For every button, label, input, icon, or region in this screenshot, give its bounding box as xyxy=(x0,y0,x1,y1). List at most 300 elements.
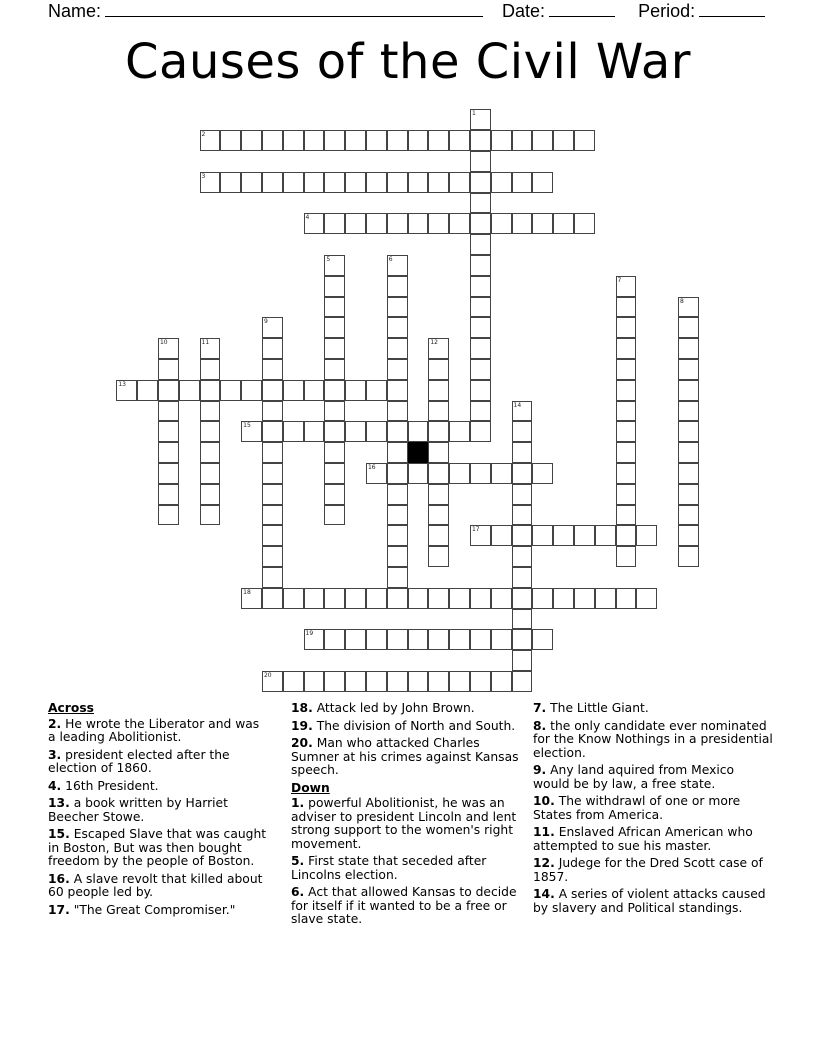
grid-cell[interactable] xyxy=(678,484,699,505)
clue-across xyxy=(48,718,270,745)
grid-cell[interactable] xyxy=(532,525,553,546)
grid-cell[interactable] xyxy=(470,130,491,151)
grid-cell[interactable] xyxy=(262,505,283,526)
grid-cell[interactable] xyxy=(678,380,699,401)
clue-text: Attack led by John Brown. xyxy=(312,701,475,715)
grid-cell[interactable] xyxy=(636,588,657,609)
grid-cell[interactable] xyxy=(304,588,325,609)
clue-down xyxy=(533,857,773,884)
grid-cell[interactable] xyxy=(470,317,491,338)
clue-text: a book written by Harriet Beecher Stowe. xyxy=(48,796,228,824)
grid-cell[interactable] xyxy=(512,442,533,463)
grid-cell[interactable] xyxy=(324,380,345,401)
grid-cell[interactable] xyxy=(512,484,533,505)
grid-cell[interactable] xyxy=(158,401,179,422)
clue-number: 9. xyxy=(533,763,547,777)
clue-number: 4 xyxy=(305,214,310,222)
grid-cell[interactable] xyxy=(158,421,179,442)
clue-number: 1. xyxy=(291,796,305,810)
grid-cell[interactable] xyxy=(262,463,283,484)
grid-cell[interactable] xyxy=(616,505,637,526)
grid-cell[interactable] xyxy=(408,130,429,151)
grid-cell[interactable] xyxy=(470,421,491,442)
clue-text: He wrote the Liberator and was a leading Abolitionist. xyxy=(48,716,260,744)
grid-cell[interactable] xyxy=(408,463,429,484)
grid-cell[interactable] xyxy=(324,359,345,380)
clue-number: 5. xyxy=(291,854,305,868)
grid-cell[interactable] xyxy=(449,130,470,151)
grid-cell[interactable] xyxy=(428,505,449,526)
grid-cell[interactable] xyxy=(220,380,241,401)
grid-cell[interactable] xyxy=(449,671,470,692)
down-heading: Down xyxy=(291,780,330,795)
grid-cell[interactable] xyxy=(158,484,179,505)
grid-cell[interactable] xyxy=(324,671,345,692)
grid-cell[interactable] xyxy=(200,401,221,422)
clue-number: 9 xyxy=(263,318,268,326)
grid-cell[interactable] xyxy=(449,463,470,484)
grid-cell[interactable] xyxy=(283,421,304,442)
grid-cell[interactable] xyxy=(283,130,304,151)
grid-cell[interactable] xyxy=(616,588,637,609)
grid-cell[interactable] xyxy=(512,130,533,151)
grid-cell[interactable] xyxy=(428,629,449,650)
grid-cell[interactable] xyxy=(512,401,533,422)
grid-cell[interactable] xyxy=(179,380,200,401)
grid-cell[interactable] xyxy=(616,338,637,359)
grid-cell[interactable] xyxy=(366,130,387,151)
clue-number: 15. xyxy=(48,827,70,841)
grid-cell[interactable] xyxy=(200,442,221,463)
grid-cell[interactable] xyxy=(470,234,491,255)
clue-number: 3. xyxy=(48,747,62,762)
grid-cell[interactable] xyxy=(387,401,408,422)
name-field[interactable] xyxy=(105,0,483,17)
grid-cell[interactable] xyxy=(387,338,408,359)
grid-cell[interactable] xyxy=(304,130,325,151)
grid-cell[interactable] xyxy=(283,172,304,193)
grid-cell[interactable] xyxy=(512,213,533,234)
grid-cell[interactable] xyxy=(262,317,283,338)
grid-cell[interactable] xyxy=(470,401,491,422)
clue-number: 1 xyxy=(471,110,476,118)
grid-cell[interactable] xyxy=(387,297,408,318)
clue-text: Man who attacked Charles Sumner at his crimes against Kansas speech. xyxy=(291,736,519,777)
grid-cell[interactable] xyxy=(304,380,325,401)
clue-text: president elected after the election of 1860. xyxy=(48,747,230,775)
grid-cell[interactable] xyxy=(512,609,533,630)
grid-cell[interactable] xyxy=(470,255,491,276)
grid-cell[interactable] xyxy=(324,317,345,338)
grid-cell[interactable] xyxy=(574,213,595,234)
grid-cell[interactable] xyxy=(262,484,283,505)
grid-cell[interactable] xyxy=(595,525,616,546)
clue-text: A slave revolt that killed about 60 people led by. xyxy=(48,871,263,899)
grid-cell[interactable] xyxy=(574,588,595,609)
grid-cell[interactable] xyxy=(449,421,470,442)
grid-cell[interactable] xyxy=(428,442,449,463)
grid-cell[interactable] xyxy=(220,130,241,151)
grid-cell[interactable] xyxy=(428,213,449,234)
grid-cell[interactable] xyxy=(262,671,283,692)
grid-cell[interactable] xyxy=(428,380,449,401)
grid-cell[interactable] xyxy=(616,525,637,546)
grid-cell[interactable] xyxy=(387,567,408,588)
grid-cell[interactable] xyxy=(512,588,533,609)
grid-cell[interactable] xyxy=(324,463,345,484)
grid-cell[interactable] xyxy=(304,629,325,650)
grid-cell[interactable] xyxy=(200,359,221,380)
grid-cell[interactable] xyxy=(345,213,366,234)
grid-cell[interactable] xyxy=(512,421,533,442)
grid-cell[interactable] xyxy=(512,505,533,526)
grid-cell[interactable] xyxy=(304,671,325,692)
grid-cell[interactable] xyxy=(408,421,429,442)
grid-cell[interactable] xyxy=(158,505,179,526)
grid-cell[interactable] xyxy=(512,629,533,650)
grid-cell[interactable] xyxy=(616,484,637,505)
grid-cell[interactable] xyxy=(324,421,345,442)
clue-number: 10 xyxy=(159,339,168,347)
grid-cell[interactable] xyxy=(678,317,699,338)
date-field[interactable] xyxy=(549,0,615,17)
grid-cell[interactable] xyxy=(470,671,491,692)
grid-cell[interactable] xyxy=(512,525,533,546)
grid-cell[interactable] xyxy=(324,172,345,193)
clue-text: "The Great Compromiser." xyxy=(69,902,236,917)
clue-across xyxy=(291,702,529,716)
grid-cell[interactable] xyxy=(678,442,699,463)
grid-cell[interactable] xyxy=(470,463,491,484)
grid-cell[interactable] xyxy=(470,151,491,172)
grid-cell[interactable] xyxy=(262,380,283,401)
grid-cell[interactable] xyxy=(616,401,637,422)
grid-cell[interactable] xyxy=(345,380,366,401)
clue-number: 5 xyxy=(326,255,331,263)
grid-cell[interactable] xyxy=(324,442,345,463)
grid-cell[interactable] xyxy=(158,442,179,463)
clue-across xyxy=(291,737,529,778)
grid-cell[interactable] xyxy=(553,525,574,546)
grid-cell[interactable] xyxy=(345,588,366,609)
grid-cell[interactable] xyxy=(678,401,699,422)
grid-cell[interactable] xyxy=(158,463,179,484)
grid-cell[interactable] xyxy=(428,359,449,380)
grid-cell[interactable] xyxy=(262,546,283,567)
date-label: Date: xyxy=(502,1,546,21)
grid-cell[interactable] xyxy=(387,546,408,567)
grid-cell[interactable] xyxy=(304,421,325,442)
grid-cell[interactable] xyxy=(428,130,449,151)
grid-cell[interactable] xyxy=(491,588,512,609)
grid-cell[interactable] xyxy=(470,297,491,318)
grid-cell[interactable] xyxy=(158,380,179,401)
grid-cell[interactable] xyxy=(616,546,637,567)
grid-cell[interactable] xyxy=(532,213,553,234)
grid-cell[interactable] xyxy=(470,380,491,401)
grid-cell[interactable] xyxy=(283,588,304,609)
clue-across xyxy=(48,828,270,869)
grid-cell[interactable] xyxy=(491,629,512,650)
grid-cell[interactable] xyxy=(241,588,262,609)
grid-cell[interactable] xyxy=(116,380,137,401)
grid-cell[interactable] xyxy=(512,567,533,588)
grid-cell[interactable] xyxy=(241,130,262,151)
grid-cell[interactable] xyxy=(200,380,221,401)
clue-across xyxy=(48,749,270,776)
grid-cell[interactable] xyxy=(491,172,512,193)
grid-cell[interactable] xyxy=(345,629,366,650)
grid-cell[interactable] xyxy=(553,213,574,234)
clue-down xyxy=(533,764,773,791)
grid-cell[interactable] xyxy=(428,172,449,193)
grid-cell[interactable] xyxy=(262,525,283,546)
grid-cell[interactable] xyxy=(324,629,345,650)
clue-text: Escaped Slave that was caught in Boston, But was then bought freedom by the people of Boston. xyxy=(48,827,267,868)
grid-cell[interactable] xyxy=(408,172,429,193)
clue-number: 11. xyxy=(533,825,555,839)
grid-cell[interactable] xyxy=(408,629,429,650)
grid-cell[interactable] xyxy=(366,172,387,193)
grid-cell[interactable] xyxy=(324,130,345,151)
clue-text: The withdrawl of one or more States from America. xyxy=(533,794,741,822)
grid-cell[interactable] xyxy=(428,421,449,442)
grid-cell[interactable] xyxy=(470,359,491,380)
grid-cell[interactable] xyxy=(158,338,179,359)
grid-cell[interactable] xyxy=(553,130,574,151)
grid-cell[interactable] xyxy=(283,380,304,401)
grid-cell[interactable] xyxy=(678,546,699,567)
grid-cell[interactable] xyxy=(200,463,221,484)
grid-cell[interactable] xyxy=(616,442,637,463)
grid-cell[interactable] xyxy=(553,588,574,609)
grid-cell[interactable] xyxy=(428,463,449,484)
grid-cell[interactable] xyxy=(241,380,262,401)
grid-cell[interactable] xyxy=(262,359,283,380)
grid-cell[interactable] xyxy=(532,463,553,484)
grid-cell[interactable] xyxy=(387,213,408,234)
grid-cell[interactable] xyxy=(200,505,221,526)
grid-cell[interactable] xyxy=(616,317,637,338)
grid-cell[interactable] xyxy=(387,525,408,546)
grid-cell[interactable] xyxy=(470,276,491,297)
grid-cell[interactable] xyxy=(137,380,158,401)
grid-cell[interactable] xyxy=(262,567,283,588)
grid-cell[interactable] xyxy=(512,671,533,692)
grid-cell[interactable] xyxy=(449,588,470,609)
clue-number: 18 xyxy=(243,588,251,596)
grid-cell[interactable] xyxy=(262,338,283,359)
grid-cell[interactable] xyxy=(678,505,699,526)
name-label: Name: xyxy=(48,1,102,21)
grid-cell[interactable] xyxy=(345,130,366,151)
grid-cell[interactable] xyxy=(387,505,408,526)
grid-cell[interactable] xyxy=(408,213,429,234)
grid-cell[interactable] xyxy=(532,172,553,193)
grid-cell[interactable] xyxy=(262,442,283,463)
grid-cell[interactable] xyxy=(616,380,637,401)
clue-text: powerful Abolitionist, he was an adviser to president Lincoln and lent strong support to the women's right movement. xyxy=(291,796,517,851)
grid-cell[interactable] xyxy=(532,130,553,151)
grid-cell[interactable] xyxy=(595,588,616,609)
grid-cell[interactable] xyxy=(387,671,408,692)
grid-cell[interactable] xyxy=(324,588,345,609)
grid-cell[interactable] xyxy=(387,317,408,338)
grid-cell[interactable] xyxy=(470,193,491,214)
grid-cell[interactable] xyxy=(200,421,221,442)
grid-cell[interactable] xyxy=(678,297,699,318)
grid-cell[interactable] xyxy=(366,671,387,692)
grid-cell[interactable] xyxy=(387,359,408,380)
grid-cell[interactable] xyxy=(449,629,470,650)
clue-number: 12 xyxy=(430,339,438,347)
grid-cell[interactable] xyxy=(512,650,533,671)
grid-cell[interactable] xyxy=(366,213,387,234)
grid-cell[interactable] xyxy=(491,525,512,546)
grid-cell[interactable] xyxy=(345,671,366,692)
grid-cell[interactable] xyxy=(574,525,595,546)
grid-cell[interactable] xyxy=(449,172,470,193)
grid-cell[interactable] xyxy=(366,629,387,650)
clue-number: 20 xyxy=(263,671,272,679)
grid-cell[interactable] xyxy=(428,671,449,692)
period-field[interactable] xyxy=(699,0,765,17)
grid-cell[interactable] xyxy=(220,172,241,193)
clue-number: 19. xyxy=(291,718,313,733)
grid-cell[interactable] xyxy=(428,484,449,505)
grid-cell[interactable] xyxy=(387,380,408,401)
clue-across xyxy=(48,873,270,900)
grid-cell[interactable] xyxy=(387,588,408,609)
grid-cell[interactable] xyxy=(616,359,637,380)
clue-number: 17. xyxy=(48,902,70,917)
grid-cell[interactable] xyxy=(491,671,512,692)
clues-column-1 xyxy=(48,702,270,921)
grid-cell[interactable] xyxy=(324,297,345,318)
grid-cell[interactable] xyxy=(512,172,533,193)
grid-cell[interactable] xyxy=(574,130,595,151)
grid-cell[interactable] xyxy=(262,401,283,422)
grid-cell[interactable] xyxy=(470,338,491,359)
grid-cell[interactable] xyxy=(283,671,304,692)
grid-cell[interactable] xyxy=(616,463,637,484)
grid-cell[interactable] xyxy=(366,380,387,401)
grid-cell[interactable] xyxy=(470,629,491,650)
grid-cell[interactable] xyxy=(428,401,449,422)
grid-cell[interactable] xyxy=(616,421,637,442)
grid-cell[interactable] xyxy=(262,130,283,151)
grid-cell[interactable] xyxy=(200,338,221,359)
page-title: Causes of the Civil War xyxy=(125,34,691,90)
grid-cell[interactable] xyxy=(324,276,345,297)
grid-cell[interactable] xyxy=(428,546,449,567)
grid-cell[interactable] xyxy=(428,338,449,359)
grid-cell[interactable] xyxy=(470,213,491,234)
grid-cell[interactable] xyxy=(491,463,512,484)
clue-number: 4. xyxy=(48,778,62,793)
grid-cell[interactable] xyxy=(470,109,491,130)
grid-cell[interactable] xyxy=(491,213,512,234)
grid-cell[interactable] xyxy=(304,172,325,193)
grid-cell[interactable] xyxy=(262,172,283,193)
grid-cell[interactable] xyxy=(324,255,345,276)
grid-cell[interactable] xyxy=(428,588,449,609)
clue-across xyxy=(48,797,270,824)
clue-number: 7 xyxy=(617,276,622,284)
grid-cell[interactable] xyxy=(304,213,325,234)
grid-cell[interactable] xyxy=(366,588,387,609)
grid-cell[interactable] xyxy=(512,463,533,484)
grid-cell[interactable] xyxy=(345,421,366,442)
grid-cell[interactable] xyxy=(678,525,699,546)
grid-cell[interactable] xyxy=(158,359,179,380)
grid-cell[interactable] xyxy=(324,213,345,234)
grid-cell[interactable] xyxy=(387,463,408,484)
grid-cell[interactable] xyxy=(532,588,553,609)
grid-cell[interactable] xyxy=(387,442,408,463)
clue-text: The division of North and South. xyxy=(312,718,516,733)
grid-cell[interactable] xyxy=(387,172,408,193)
grid-cell[interactable] xyxy=(262,421,283,442)
grid-cell[interactable] xyxy=(324,484,345,505)
grid-cell[interactable] xyxy=(345,172,366,193)
grid-cell[interactable] xyxy=(387,255,408,276)
grid-cell[interactable] xyxy=(200,484,221,505)
clue-number: 19 xyxy=(305,630,314,638)
grid-cell[interactable] xyxy=(616,276,637,297)
grid-cell[interactable] xyxy=(532,629,553,650)
clue-number: 17 xyxy=(471,526,480,534)
grid-cell[interactable] xyxy=(408,588,429,609)
grid-cell[interactable] xyxy=(470,172,491,193)
clue-across xyxy=(291,720,529,734)
grid-cell[interactable] xyxy=(366,463,387,484)
grid-cell[interactable] xyxy=(387,130,408,151)
grid-cell[interactable] xyxy=(449,213,470,234)
grid-cell[interactable] xyxy=(200,172,221,193)
clue-number: 7. xyxy=(533,701,547,715)
grid-cell[interactable] xyxy=(324,505,345,526)
grid-cell[interactable] xyxy=(241,172,262,193)
grid-cell[interactable] xyxy=(678,463,699,484)
grid-cell[interactable] xyxy=(324,401,345,422)
grid-cell[interactable] xyxy=(387,421,408,442)
grid-cell[interactable] xyxy=(366,421,387,442)
grid-cell[interactable] xyxy=(616,297,637,318)
grid-cell[interactable] xyxy=(262,588,283,609)
clue-down xyxy=(291,886,529,927)
grid-cell[interactable] xyxy=(387,276,408,297)
grid-cell[interactable] xyxy=(428,525,449,546)
grid-cell[interactable] xyxy=(200,130,221,151)
grid-cell[interactable] xyxy=(387,629,408,650)
worksheet-header xyxy=(48,0,765,22)
grid-cell[interactable] xyxy=(470,588,491,609)
clue-number: 8 xyxy=(679,297,684,305)
grid-cell[interactable] xyxy=(491,130,512,151)
grid-cell[interactable] xyxy=(470,525,491,546)
grid-cell[interactable] xyxy=(678,338,699,359)
grid-cell[interactable] xyxy=(678,421,699,442)
grid-cell[interactable] xyxy=(678,359,699,380)
clue-number: 6 xyxy=(388,255,393,263)
grid-cell[interactable] xyxy=(512,546,533,567)
grid-cell[interactable] xyxy=(324,338,345,359)
grid-cell[interactable] xyxy=(241,421,262,442)
grid-cell[interactable] xyxy=(408,671,429,692)
grid-cell[interactable] xyxy=(387,484,408,505)
grid-cell[interactable] xyxy=(636,525,657,546)
